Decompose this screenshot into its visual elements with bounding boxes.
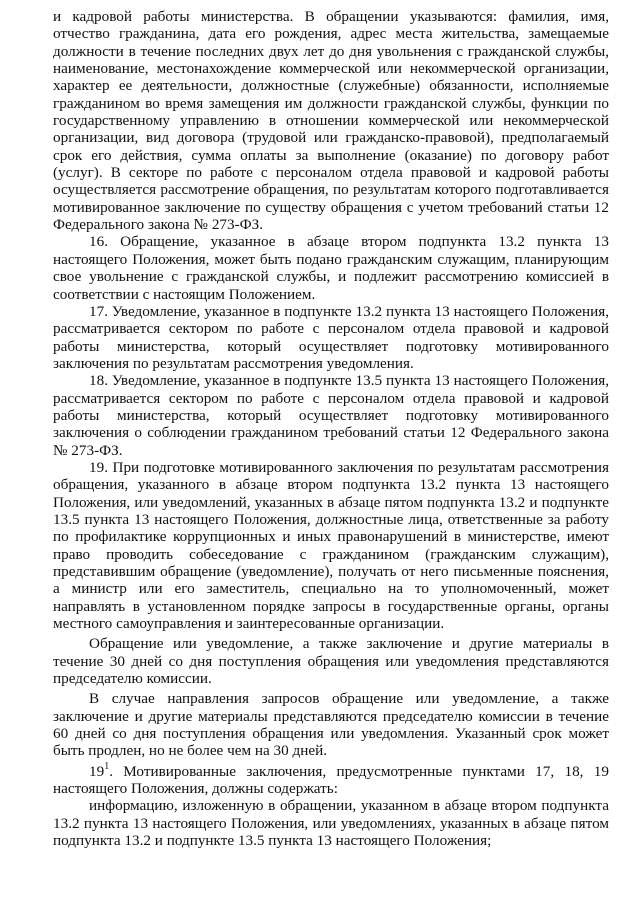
- paragraph-information-item: информацию, изложенную в обращении, указанном в абзаце втором подпункта 13.2 пункта 13 настоящего Положения, или уведомлениях, указанных в абзаце пятом подпункта 13.2 и подпункте 13.5 пункта 13 настоящего Положения;: [53, 797, 609, 850]
- paragraph-number-superscript: 1: [104, 760, 110, 772]
- paragraph-19-1: [53, 760, 609, 798]
- paragraph-16: 16. Обращение, указанное в абзаце втором подпункта 13.2 пункта 13 настоящего Положения, может быть подано гражданским служащим, планирующим свое увольнение с гражданской службы, и подлежит рассмотрению комиссией в соответствии с настоящим Положением.: [53, 233, 609, 303]
- paragraph-19-submission-term: Обращение или уведомление, а также заключение и другие материалы в течение 30 дней со дня поступления обращения или уведомления представляются председателю комиссии.: [53, 635, 609, 688]
- paragraph-18: 18. Уведомление, указанное в подпункте 13.5 пункта 13 настоящего Положения, рассматривается сектором по работе с персоналом отдела правовой и кадровой работы министерства, который осуществляет подготовку мотивированного заключения о соблюдении гражданином требований статьи 12 Федерального закона № 273-ФЗ.: [53, 372, 609, 459]
- paragraph-19-1-text: . Мотивированные заключения, предусмотренные пунктами 17, 18, 19 настоящего Положения, должны содержать:: [53, 762, 609, 798]
- paragraph-17: 17. Уведомление, указанное в подпункте 13.2 пункта 13 настоящего Положения, рассматривается сектором по работе с персоналом отдела правовой и кадровой работы министерства, который осуществляет подготовку мотивированного заключения по результатам рассмотрения уведомления.: [53, 302, 609, 372]
- paragraph-19: 19. При подготовке мотивированного заключения по результатам рассмотрения обращения, указанного в абзаце втором подпункта 13.2 пункта 13 настоящего Положения, или уведомлений, указанных в абзаце пятом подпункта 13.2 и подпункте 13.5 пункта 13 настоящего Положения, должностные лица, ответственные за работу по профилактике коррупционных и иных правонарушений в министерстве, имеют право проводить собеседование с гражданином (гражданским служащим), представившим обращение (уведомление), получать от него письменные пояснения, а министр или его заместитель, специально на то уполномоченный, может направлять в установленном порядке запросы в государственные органы, органы местного самоуправления и заинтересованные организации.: [53, 458, 609, 633]
- paragraph-15-continuation: и кадровой работы министерства. В обращении указываются: фамилия, имя, отчество гражданина, дата его рождения, адрес места жительства, замещаемые должности в течение последних двух лет до дня увольнения с гражданской службы, наименование, местонахождение коммерческой или некоммерческой организации, характер ее деятельности, должностные (служебные) обязанности, исполняемые гражданином во время замещения им должности гражданской службы, функции по государственному управлению в отношении коммерческой или некоммерческой организации, вид договора (трудовой или гражданско-правовой), предполагаемый срок его действия, сумма оплаты за выполнение (оказание) по договору работ (услуг). В секторе по работе с персоналом отдела правовой и кадровой работы осуществляется рассмотрение обращения, по результатам которого подготавливается мотивированное заключение по существу обращения с учетом требований статьи 12 Федерального закона № 273-ФЗ.: [53, 8, 609, 234]
- paragraph-number: 19: [89, 762, 105, 780]
- paragraph-19-extended-term: В случае направления запросов обращение или уведомление, а также заключение и другие материалы представляются председателю комиссии в течение 60 дней со дня поступления обращения или уведомления. Указанный срок может быть продлен, но не более чем на 30 дней.: [53, 690, 609, 760]
- document-page: [53, 8, 609, 850]
